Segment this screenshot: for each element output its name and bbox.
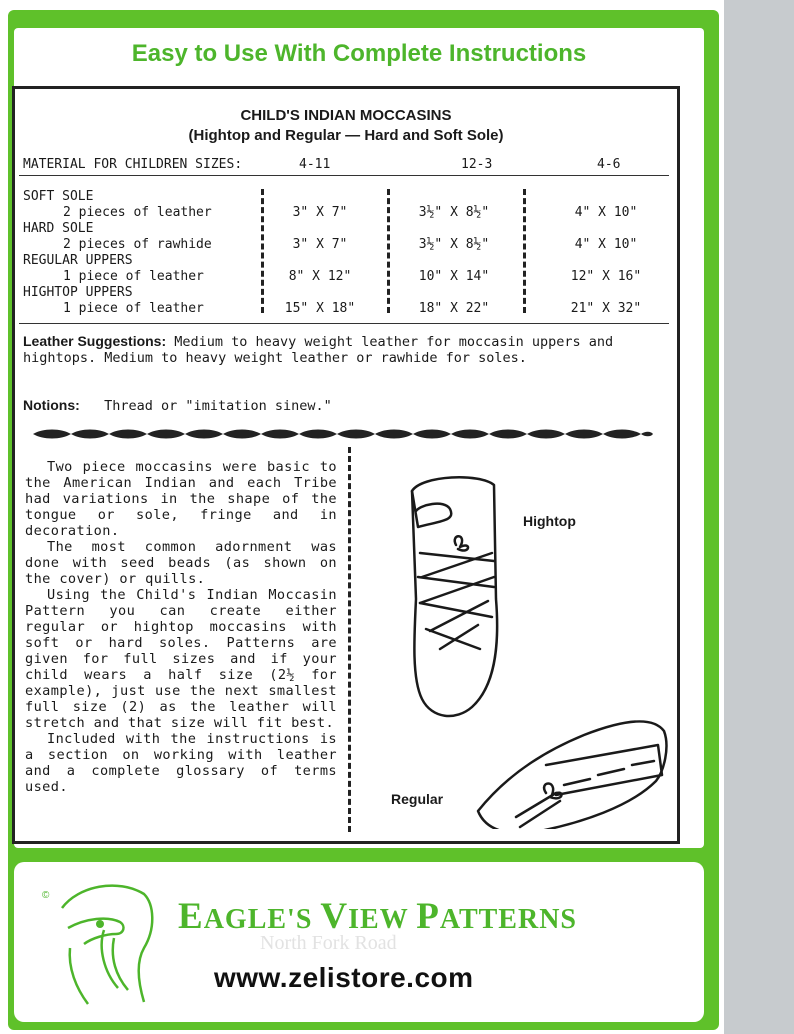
brand-part: E <box>178 896 204 937</box>
mat-value: 4" X 10" <box>574 237 638 252</box>
leather-suggestions <box>23 333 673 366</box>
mat-value: 3" X 7" <box>292 205 348 220</box>
mat-value: 12" X 16" <box>570 269 642 284</box>
mat-value: 4" X 10" <box>574 205 638 220</box>
braid-divider <box>33 427 653 441</box>
mat-item: 1 piece of leather <box>63 269 204 284</box>
mat-value: 10" X 14" <box>418 269 490 284</box>
story-divider <box>348 447 351 832</box>
regular-label: Regular <box>391 791 444 807</box>
story-paragraph: Using the Child's Indian Moccasin Pattern you can create either regular or hightop moccasins with soft or hard soles. Patterns are given for full sizes and if your child wears a half size (2½ for example), just use the next smallest full size (2) as the leather will stretch and that size will fit best. <box>25 587 337 731</box>
col-divider-3 <box>523 189 526 313</box>
col-divider-1 <box>261 189 264 313</box>
mat-heading: HARD SOLE <box>23 221 94 236</box>
size-col-2: 12-3 <box>461 157 493 172</box>
eagle-logo-icon <box>48 878 158 1008</box>
mat-value: 18" X 22" <box>418 301 490 316</box>
hightop-label: Hightop <box>523 513 576 529</box>
pattern-info-box <box>12 86 680 844</box>
moccasin-illustration <box>360 449 670 829</box>
faded-address: North Fork Road <box>260 932 397 954</box>
leather-text: Medium to heavy weight leather for moccasin uppers and hightops. Medium to heavy weight leather or rawhide for soles. <box>23 334 614 366</box>
story-paragraph: Two piece moccasins were basic to the American Indian and each Tribe had variations in the shape of the tongue or sole, fringe and in decoration. <box>25 459 337 539</box>
mat-item: 1 piece of leather <box>63 301 204 316</box>
store-url: www.zelistore.com <box>214 962 474 993</box>
notions-text: Thread or "imitation sinew." <box>104 398 332 414</box>
size-col-3: 4-6 <box>597 157 621 172</box>
col-divider-2 <box>387 189 390 313</box>
mat-heading: SOFT SOLE <box>23 189 94 204</box>
doc-title: CHILD'S INDIAN MOCCASINS <box>240 107 452 124</box>
brand-part: P <box>416 896 440 937</box>
leather-label: Leather Suggestions: <box>23 333 167 349</box>
mat-value: 3" X 7" <box>292 237 348 252</box>
header-title: Easy to Use With Complete Instructions <box>131 40 587 67</box>
mat-value: 3½" X 8½" <box>418 237 490 252</box>
brand-part: AGLE'S <box>203 904 321 935</box>
mat-heading: REGULAR UPPERS <box>23 253 133 268</box>
rule-top <box>19 175 669 176</box>
notions-label: Notions: <box>23 397 80 413</box>
mat-value: 3½" X 8½" <box>418 205 490 220</box>
mat-item: 2 pieces of rawhide <box>63 237 212 252</box>
size-col-1: 4-11 <box>299 157 331 172</box>
description-text <box>25 459 337 795</box>
notions <box>23 397 673 414</box>
story-paragraph: Included with the instructions is a section on working with leather and a complete glossary of terms used. <box>25 731 337 795</box>
brand-part: V <box>320 896 349 937</box>
rule-middle <box>19 323 669 324</box>
copyright-symbol: © <box>42 890 50 901</box>
brand-part: ATTERNS <box>439 904 577 935</box>
mat-value: 8" X 12" <box>288 269 352 284</box>
mat-value: 21" X 32" <box>570 301 642 316</box>
page-edge <box>724 0 794 1034</box>
sizes-label: MATERIAL FOR CHILDREN SIZES: <box>23 157 243 172</box>
mat-item: 2 pieces of leather <box>63 205 212 220</box>
brand-part: IEW <box>348 904 417 935</box>
mat-value: 15" X 18" <box>284 301 356 316</box>
mat-heading: HIGHTOP UPPERS <box>23 285 133 300</box>
doc-subtitle: (Hightop and Regular — Hard and Soft Sole) <box>188 127 504 144</box>
story-paragraph: The most common adornment was done with seed beads (as shown on the cover) or quills. <box>25 539 337 587</box>
